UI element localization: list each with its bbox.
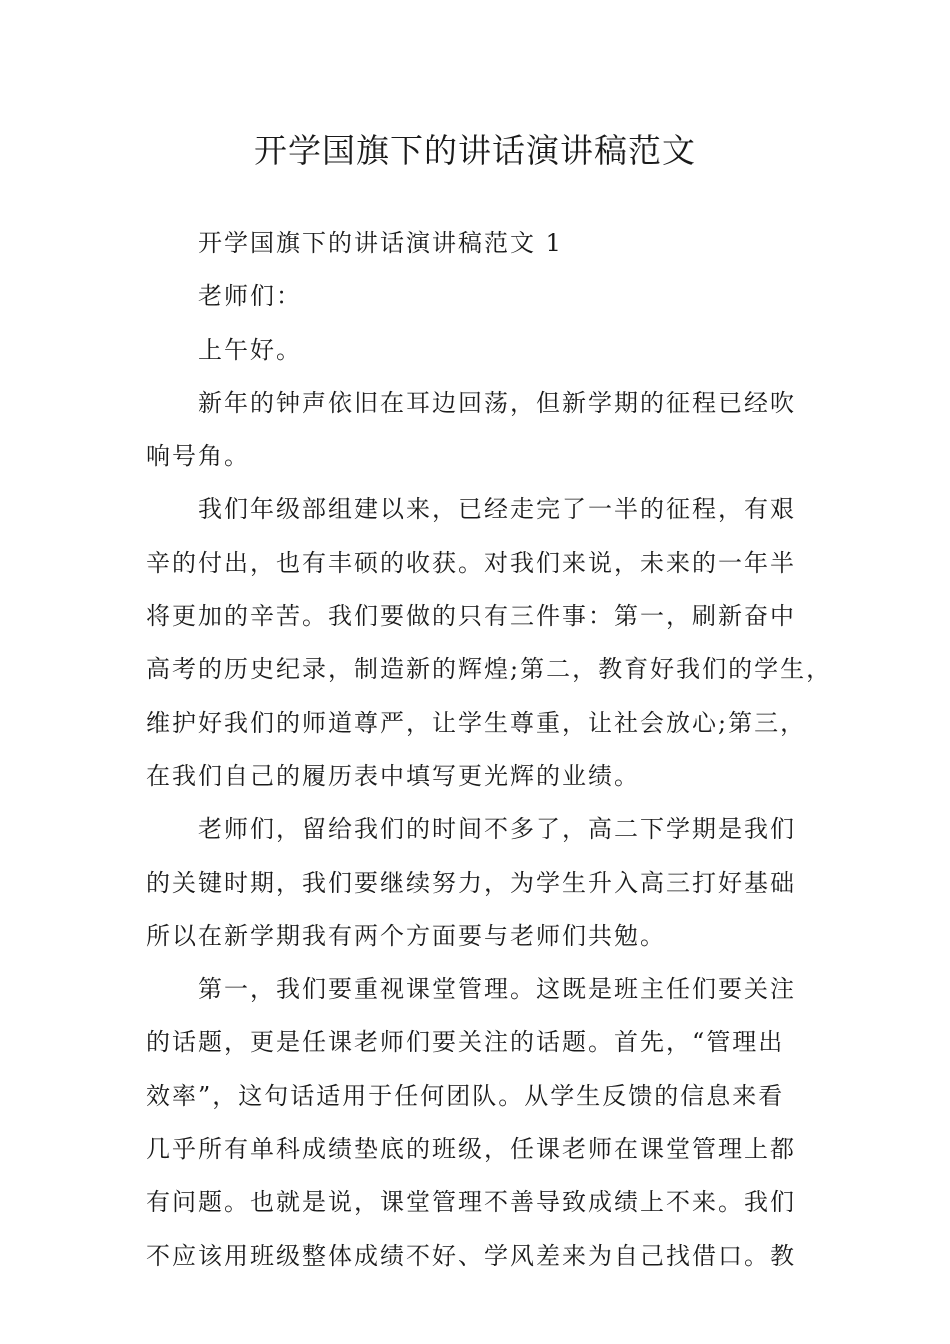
text-line: 辛的付出，也有丰硕的收获。对我们来说，未来的一年半 — [146, 548, 796, 577]
text-line: 高考的历史纪录，制造新的辉煌;第二，教育好我们的学生， — [146, 655, 833, 684]
text-line: 有问题。也就是说，课堂管理不善导致成绩上不来。我们 — [146, 1188, 796, 1217]
text-line: 老师们： — [198, 282, 302, 311]
text-line: 维护好我们的师道尊严，让学生尊重，让社会放心;第三， — [146, 708, 807, 737]
document-title: 开学国旗下的讲话演讲稿范文 — [254, 131, 696, 170]
text-line: 老师们，留给我们的时间不多了，高二下学期是我们 — [198, 815, 796, 844]
text-line: 的话题，更是任课老师们要关注的话题。首先，“管理出 — [146, 1028, 785, 1057]
text-line: 响号角。 — [146, 442, 250, 471]
text-line: 所以在新学期我有两个方面要与老师们共勉。 — [146, 921, 666, 950]
document-body — [146, 226, 833, 1292]
text-line: 开学国旗下的讲话演讲稿范文 1 — [198, 229, 563, 257]
text-line: 第一，我们要重视课堂管理。这既是班主任们要关注 — [198, 975, 796, 1004]
text-line: 新年的钟声依旧在耳边回荡，但新学期的征程已经吹 — [198, 388, 796, 417]
text-line: 我们年级部组建以来，已经走完了一半的征程，有艰 — [198, 495, 796, 524]
text-line: 上午好。 — [198, 335, 302, 364]
text-line: 在我们自己的履历表中填写更光辉的业绩。 — [146, 761, 640, 790]
text-line: 将更加的辛苦。我们要做的只有三件事：第一，刷新奋中 — [146, 602, 796, 631]
text-line: 几乎所有单科成绩垫底的班级，任课老师在课堂管理上都 — [146, 1135, 796, 1164]
text-line: 不应该用班级整体成绩不好、学风差来为自己找借口。教 — [146, 1241, 796, 1270]
text-line: 效率”，这句话适用于任何团队。从学生反馈的信息来看 — [146, 1081, 785, 1110]
text-line: 的关键时期，我们要继续努力，为学生升入高三打好基础 — [146, 868, 796, 897]
